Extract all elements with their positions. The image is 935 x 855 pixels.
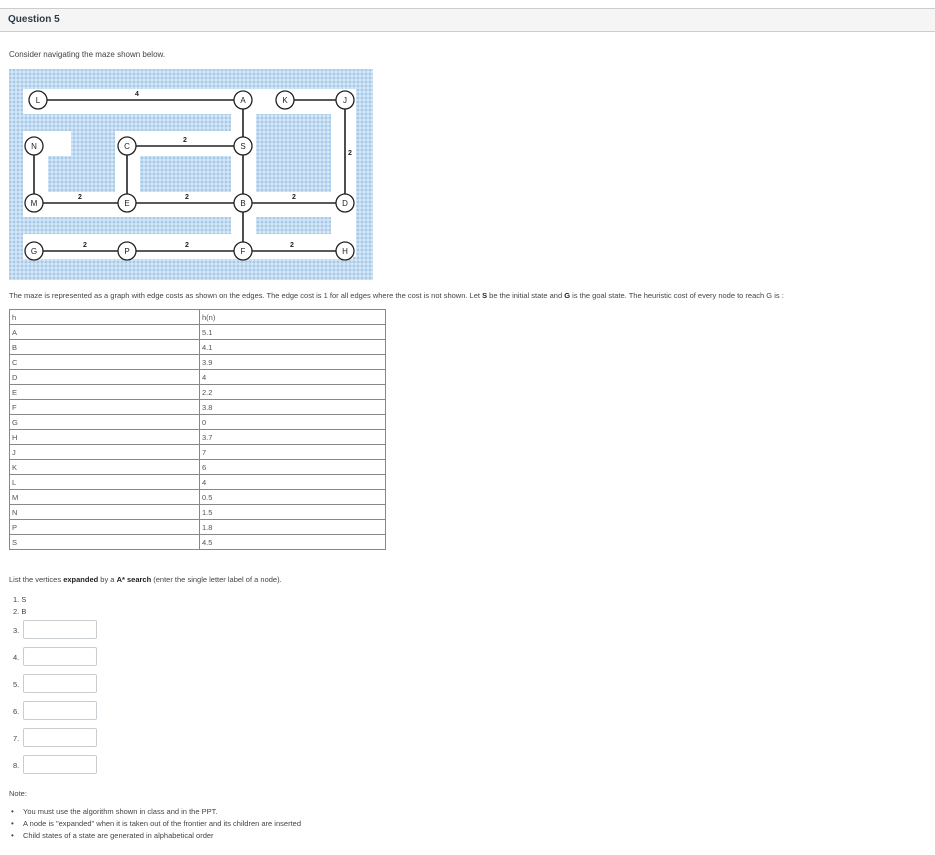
answer-row (13, 701, 103, 721)
svg-text:L: L (35, 96, 41, 105)
edge-cost-label: 2 (185, 194, 189, 201)
graph-node-A (234, 91, 252, 109)
table-row (10, 430, 386, 445)
graph-node-M (25, 194, 43, 212)
note-list (9, 806, 301, 842)
graph-node-G (25, 242, 43, 260)
node-cell: H (10, 430, 200, 445)
edge-cost-label: 2 (185, 242, 189, 249)
edge-cost-label: 2 (83, 242, 87, 249)
table-row (10, 520, 386, 535)
heuristic-cell: 0 (200, 415, 386, 430)
node-cell: J (10, 445, 200, 460)
answer-number: 5. (13, 680, 20, 689)
answer-input-4[interactable] (23, 647, 97, 666)
note-item: • You must use the algorithm shown in class and in the PPT. (9, 806, 301, 818)
table-header-row (10, 310, 386, 325)
node-cell: M (10, 490, 200, 505)
svg-text:E: E (124, 199, 130, 208)
graph-node-F (234, 242, 252, 260)
node-cell: F (10, 400, 200, 415)
table-row (10, 490, 386, 505)
table-row (10, 325, 386, 340)
table-row (10, 385, 386, 400)
heuristic-cell: 1.5 (200, 505, 386, 520)
heuristic-cell: 2.2 (200, 385, 386, 400)
answer-row (13, 674, 103, 694)
table-row (10, 355, 386, 370)
svg-text:H: H (342, 247, 348, 256)
node-cell: L (10, 475, 200, 490)
answer-input-5[interactable] (23, 674, 97, 693)
question-description: The maze is represented as a graph with edge costs as shown on the edges. The edge cost is 1 for all edges where the cost is not shown. Let S be the initial state and G is the goal state. The heuristic cost of every node to reach G is : (9, 291, 784, 300)
heuristic-cell: 4.1 (200, 340, 386, 355)
svg-text:D: D (342, 199, 348, 208)
table-row (10, 370, 386, 385)
answer-number: 3. (13, 626, 20, 635)
table-row (10, 475, 386, 490)
question-prompt: List the vertices expanded by a A* search (enter the single letter label of a node). (9, 575, 282, 584)
heuristic-cell: 7 (200, 445, 386, 460)
graph-node-B (234, 194, 252, 212)
node-cell: B (10, 340, 200, 355)
node-cell: P (10, 520, 200, 535)
table-row (10, 415, 386, 430)
heuristic-cell: 4 (200, 475, 386, 490)
table-row (10, 340, 386, 355)
svg-text:J: J (343, 96, 347, 105)
answer-number: 7. (13, 734, 20, 743)
svg-text:A: A (240, 96, 246, 105)
graph-node-N (25, 137, 43, 155)
node-cell: C (10, 355, 200, 370)
svg-text:K: K (282, 96, 288, 105)
node-cell: A (10, 325, 200, 340)
table-row (10, 460, 386, 475)
node-cell: S (10, 535, 200, 550)
table-row (10, 535, 386, 550)
node-cell: G (10, 415, 200, 430)
edge-cost-label: 2 (292, 194, 296, 201)
heuristic-table (9, 309, 386, 550)
graph-node-C (118, 137, 136, 155)
maze-image (9, 69, 373, 280)
graph-node-H (336, 242, 354, 260)
answer-row (13, 647, 103, 667)
svg-text:C: C (124, 142, 130, 151)
answer-row (13, 728, 103, 748)
answer-row (13, 620, 103, 640)
graph-node-E (118, 194, 136, 212)
heuristic-cell: 4 (200, 370, 386, 385)
svg-text:P: P (124, 247, 130, 256)
edge-cost-label: 2 (183, 137, 187, 144)
note-label: Note: (9, 789, 27, 798)
maze-graph (9, 69, 373, 280)
node-cell: E (10, 385, 200, 400)
table-row (10, 445, 386, 460)
node-cell: N (10, 505, 200, 520)
svg-text:S: S (240, 142, 246, 151)
svg-text:G: G (30, 247, 38, 256)
heuristic-cell: 6 (200, 460, 386, 475)
svg-text:F: F (240, 247, 246, 256)
edge-cost-label: 2 (290, 242, 294, 249)
heuristic-cell: 1.8 (200, 520, 386, 535)
answer-input-6[interactable] (23, 701, 97, 720)
question-title: Question 5 (8, 14, 60, 25)
answer-number: 6. (13, 707, 20, 716)
heuristic-cell: 3.7 (200, 430, 386, 445)
answer-input-3[interactable] (23, 620, 97, 639)
answer-input-8[interactable] (23, 755, 97, 774)
answer-number: 8. (13, 761, 20, 770)
note-item: • Child states of a state are generated in alphabetical order (9, 830, 301, 842)
answer-row (13, 755, 103, 775)
question-intro: Consider navigating the maze shown below. (9, 50, 166, 59)
graph-node-D (336, 194, 354, 212)
given-answer: 2. B (13, 607, 27, 616)
edge-cost-label: 4 (135, 91, 139, 98)
graph-node-P (118, 242, 136, 260)
table-row (10, 505, 386, 520)
graph-node-J (336, 91, 354, 109)
graph-node-S (234, 137, 252, 155)
svg-text:B: B (240, 199, 246, 208)
answer-input-7[interactable] (23, 728, 97, 747)
answer-number: 4. (13, 653, 20, 662)
node-cell: K (10, 460, 200, 475)
table-header-cell: h (10, 310, 200, 325)
edge-cost-label: 2 (348, 150, 352, 157)
given-answer: 1. S (13, 595, 27, 604)
svg-text:N: N (31, 142, 37, 151)
edge-cost-label: 2 (78, 194, 82, 201)
graph-node-L (29, 91, 47, 109)
table-header-cell: h(n) (200, 310, 386, 325)
svg-text:M: M (30, 199, 38, 208)
note-item: • A node is "expanded" when it is taken out of the frontier and its children are inserted (9, 818, 301, 830)
table-row (10, 400, 386, 415)
graph-node-K (276, 91, 294, 109)
question-header (0, 8, 935, 32)
heuristic-cell: 3.9 (200, 355, 386, 370)
heuristic-cell: 5.1 (200, 325, 386, 340)
heuristic-cell: 4.5 (200, 535, 386, 550)
node-cell: D (10, 370, 200, 385)
heuristic-cell: 0.5 (200, 490, 386, 505)
heuristic-cell: 3.8 (200, 400, 386, 415)
